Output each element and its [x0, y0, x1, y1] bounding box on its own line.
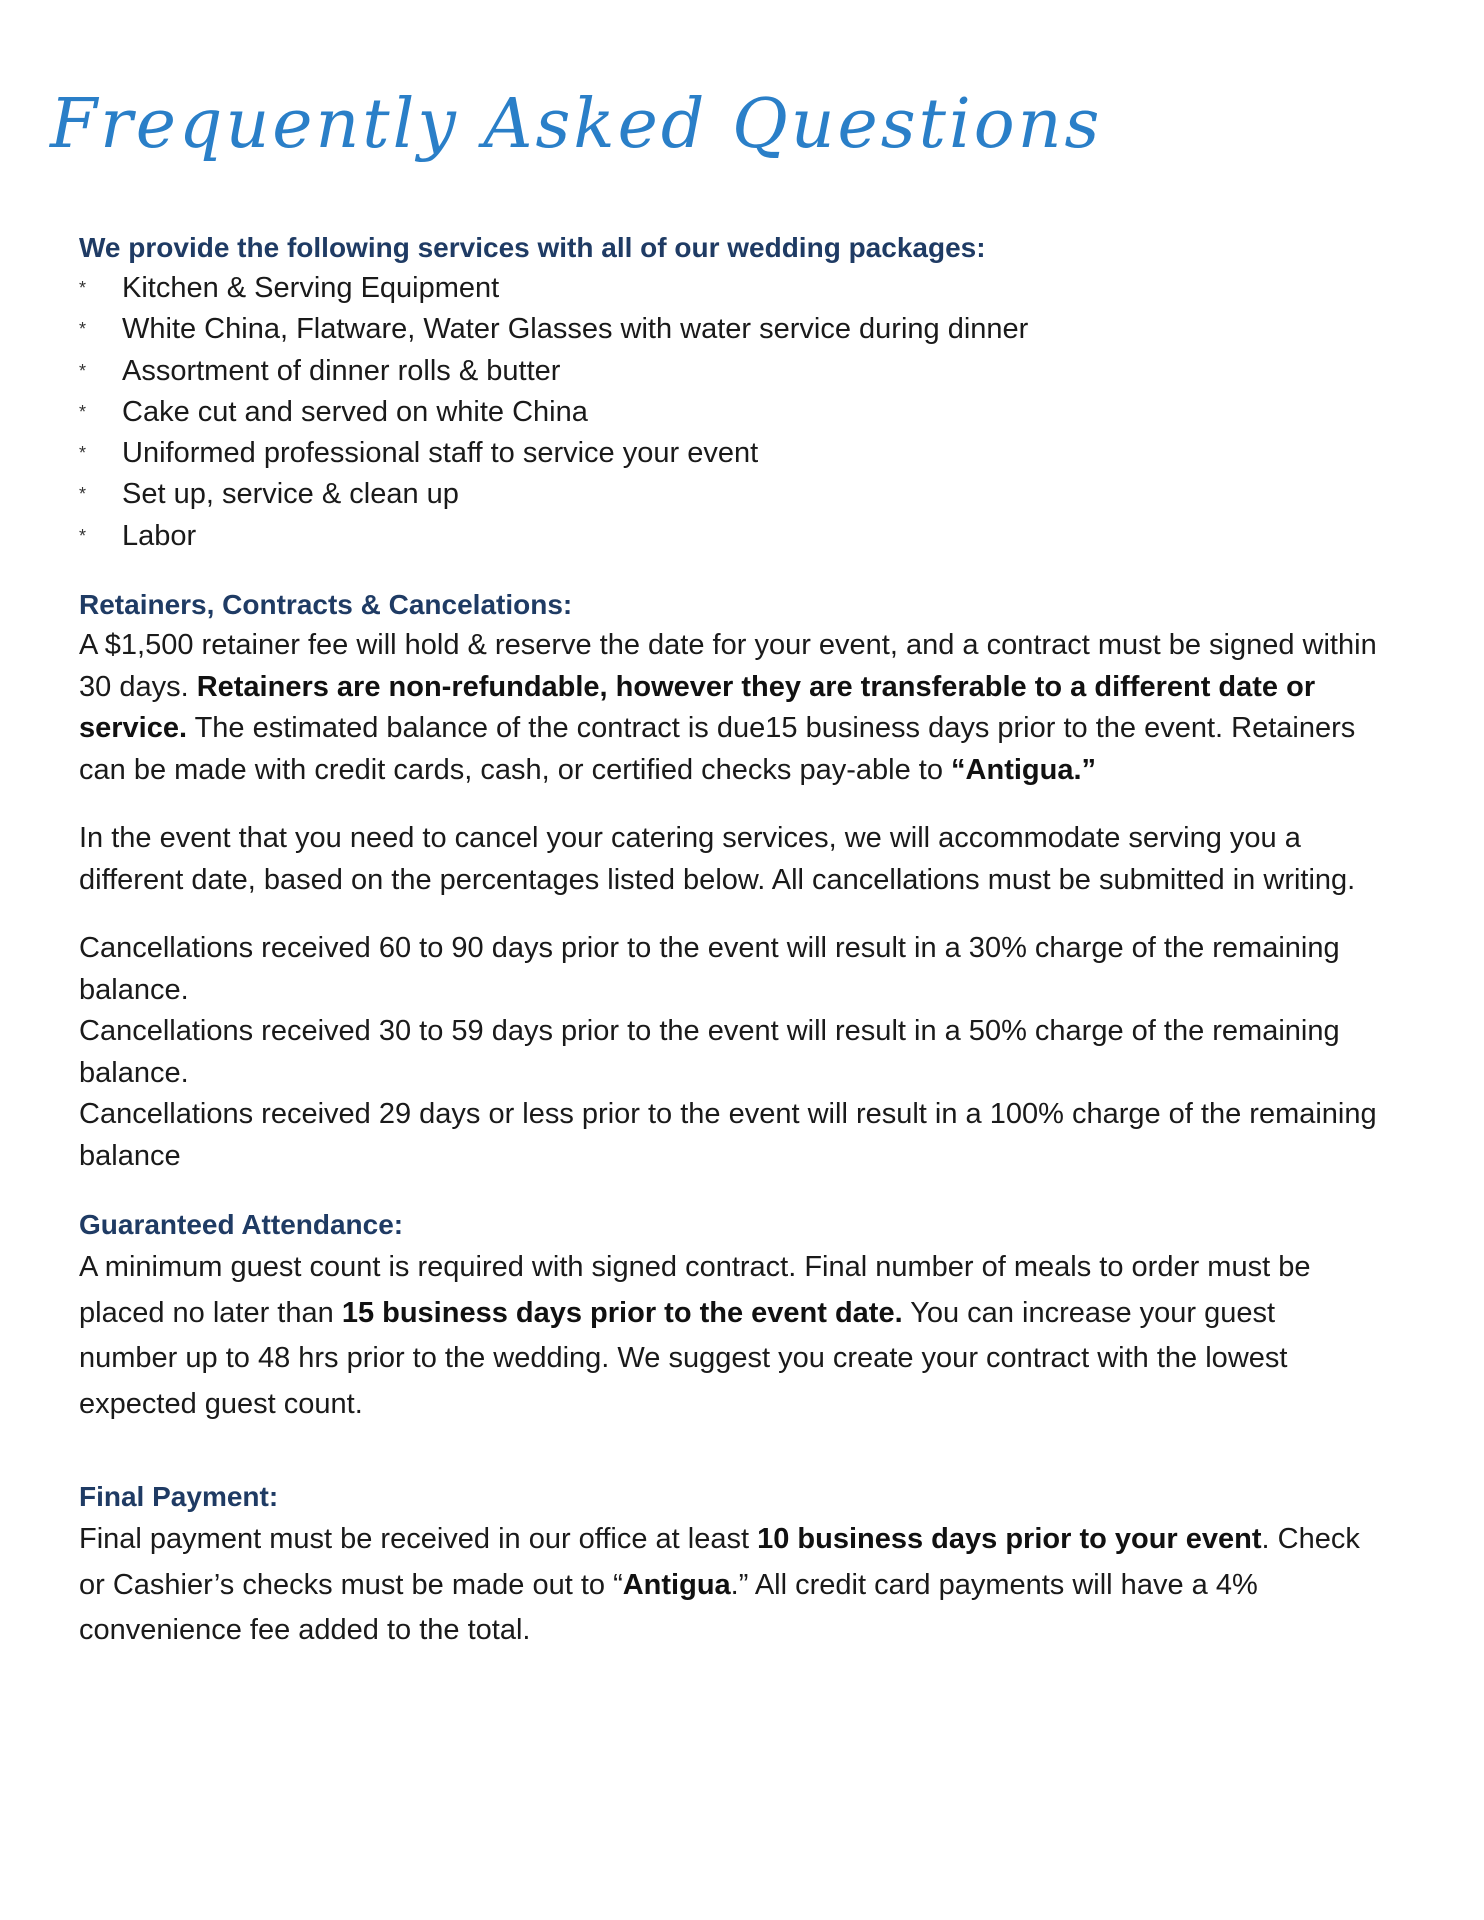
- list-item: * Assortment of dinner rolls & butter: [79, 351, 1379, 392]
- payment-heading: Final Payment:: [79, 1481, 279, 1513]
- asterisk-bullet-icon: *: [79, 484, 87, 505]
- asterisk-bullet-icon: *: [79, 360, 87, 381]
- list-item: * Uniformed professional staff to service your event: [79, 433, 1379, 474]
- list-item: * Labor: [79, 516, 1379, 557]
- cancellation-rule-3: Cancellations received 29 days or less prior to the event will result in a 100% charge of the remaining balance: [79, 1098, 1377, 1172]
- attendance-heading: Guaranteed Attendance:: [79, 1209, 404, 1241]
- asterisk-bullet-icon: *: [79, 319, 87, 340]
- asterisk-bullet-icon: *: [79, 401, 87, 422]
- retainer-paragraph: A $1,500 retainer fee will hold & reserve the date for your event, and a contract must be signed within 30 days. Retainers are non-refundable, however they are transferable to a different date or service. The estimated balance of the contract is due15 business days prior to the event. Retainers can be made with credit cards, cash, or certified checks pay-able to “Antigua.”: [79, 629, 1377, 786]
- list-item: * Kitchen & Serving Equipment: [79, 268, 1379, 309]
- cancellation-rule-2: Cancellations received 30 to 59 days prior to the event will result in a 50% charge of the remaining balance.: [79, 1015, 1340, 1089]
- list-item: * Cake cut and served on white China: [79, 392, 1379, 433]
- payment-paragraph: Final payment must be received in our office at least 10 business days prior to your event. Check or Cashier’s checks must be made out to “Antigua.” All credit card payments will have a 4% convenience fee added to the total.: [79, 1523, 1360, 1647]
- services-heading: We provide the following services with all of our wedding packages:: [79, 232, 986, 263]
- list-item: * Set up, service & clean up: [79, 474, 1379, 515]
- asterisk-bullet-icon: *: [79, 278, 87, 298]
- retainers-heading: Retainers, Contracts & Cancelations:: [79, 589, 573, 621]
- services-list: [79, 268, 1379, 557]
- asterisk-bullet-icon: *: [79, 443, 87, 464]
- list-item: * White China, Flatware, Water Glasses with water service during dinner: [79, 309, 1379, 350]
- faq-content: [79, 228, 1379, 1654]
- asterisk-bullet-icon: *: [79, 525, 87, 546]
- attendance-paragraph: A minimum guest count is required with signed contract. Final number of meals to order must be placed no later than 15 business days prior to the event date. You can increase your guest number up to 48 hrs prior to the wedding. We suggest you create your contract with the lowest expected guest count.: [79, 1251, 1311, 1420]
- cancellation-paragraph: In the event that you need to cancel your catering services, we will accommodate serving you a different date, based on the percentages listed below. All cancellations must be submitted in writing.: [79, 822, 1356, 896]
- cancellation-rule-1: Cancellations received 60 to 90 days prior to the event will result in a 30% charge of the remaining balance.: [79, 932, 1340, 1006]
- page-title: Frequently Asked Questions: [50, 85, 1103, 164]
